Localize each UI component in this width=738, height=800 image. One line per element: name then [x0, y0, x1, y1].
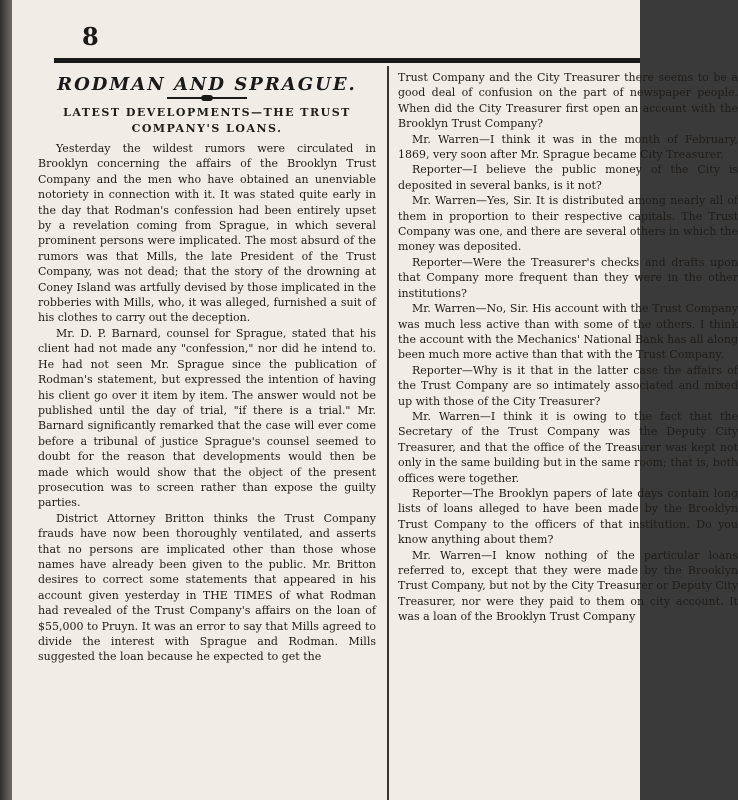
interview-paragraph: Mr. Warren—I think it is owing to the fact that the Secretary of the Trust Company was the Deputy City Treasurer, and that the office of the Treasurer was kept not only in the same building but in the same room; that is, both offices were together. [398, 409, 738, 485]
interview-paragraph: Trust Company and the City Treasurer there seems to be a good deal of confusion on the part of newspaper people. When did the City Treasurer first open an account with the Brooklyn Trust Company? [398, 71, 738, 131]
article-body [38, 141, 376, 665]
article-paragraph: Mr. D. P. Barnard, counsel for Sprague, stated that his client had not made any "confession," nor did he intend to. He had not seen Mr. Sprague since the publication of Rodman's statement, but expressed the intention of having his client go over it item by item. The answer would not be published until the day of trial, "if there is a trial." Mr. Barnard significantly remarked that the case will ever come before a tribunal of justice Sprague's counsel seemed to doubt for the reason that developments would then be made which would show that the object of the present prosecution was to screen rather than expose the guilty parties. [38, 326, 376, 510]
article-paragraph: Yesterday the wildest rumors were circulated in Brooklyn concerning the affairs of the Brooklyn Trust Company and the men who have obtained an unenviable notoriety in connection with it. It was stated quite early in the day that Rodman's confession had been entirely upset by a revelation coming from Sprague, in which several prominent persons were implicated. The most absurd of the rumors was that Mills, the late President of the Trust Company, was not dead; that the story of the drowning at Coney Island was artfully devised by those implicated in the robberies with Mills, who, it was alleged, furnished a suit of his clothes to carry out the deception. [38, 142, 376, 325]
interview-paragraph: Mr. Warren—Yes, Sir. It is distributed among nearly all of them in proportion to their respective capitals. The Trust Company was one, and there are several others in which the money was deposited. [398, 194, 738, 254]
interview-paragraph: Reporter—The Brooklyn papers of late days contain long lists of loans alleged to have been made by the Brooklyn Trust Company to the officers of that institution. Do you know anything about them? [398, 486, 738, 547]
interview-paragraph: Mr. Warren—I think it was in the month of February, 1869, very soon after Mr. Sprague became City Treasurer. [398, 132, 738, 162]
article-subhead: LATEST DEVELOPMENTS—THE TRUST COMPANY'S LOANS. [63, 106, 351, 135]
article-headline: RODMAN AND SPRAGUE. [57, 74, 357, 95]
interview-paragraph: Mr. Warren—I know nothing of the particular loans referred to, except that they were made by the Brooklyn Trust Company, but not by the City Treasurer or Deputy City Treasurer, nor were they paid to them on city account. It was a loan of the Brooklyn Trust Company [398, 548, 738, 624]
interview-paragraph: Reporter—Why is it that in the latter case the affairs of the Trust Company are so intimately associated and mixed up with those of the City Treasurer? [398, 363, 738, 408]
article-paragraph: District Attorney Britton thinks the Trust Company frauds have now been thoroughly ventilated, and asserts that no persons are implicated other than those whose names have already been given to the public. Mr. Britton desires to correct some statements that appeared in his account given yesterday in THE TIMES of what Rodman had revealed of the Trust Company's affairs on the loan of $55,000 to Pruyn. It was an error to say that Mills agreed to divide the interest with Sprague and Rodman. Mills suggested the loan because he expected to get the [38, 511, 376, 664]
article-column-left [38, 70, 376, 800]
interview-paragraph: Reporter—Were the Treasurer's checks and drafts upon that Company more frequent than they were in the other institutions? [398, 255, 738, 300]
interview-body [398, 70, 738, 625]
newspaper-page [12, 0, 738, 800]
headline-ornament-rule [167, 97, 247, 99]
interview-paragraph: Mr. Warren—No, Sir. His account with the Trust Company was much less active than with some of the others. I think the account with the Mechanics' National Bank has all along been much more active than that with the Trust Company. [398, 302, 738, 362]
page-number: 8 [82, 22, 99, 51]
article-column-right [398, 70, 738, 800]
column-divider [387, 66, 389, 800]
binding-spine [0, 0, 12, 800]
top-rule [54, 58, 640, 63]
interview-paragraph: Reporter—I believe the public money of the City is deposited in several banks, is it not? [398, 163, 738, 192]
